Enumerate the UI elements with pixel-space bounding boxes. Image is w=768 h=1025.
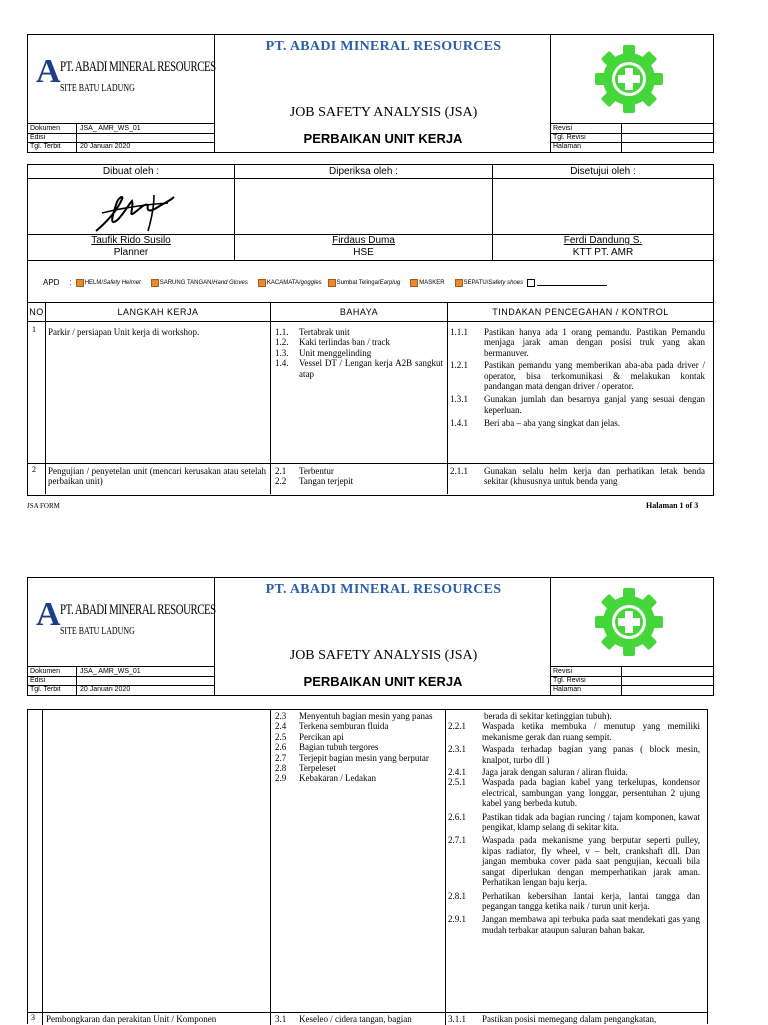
meta-value-dokumen: JSA_ AMR_WS_01 — [80, 668, 141, 675]
rev-label-halaman: Halaman — [553, 143, 582, 150]
meta-right — [550, 666, 713, 696]
apd-earplug-ital: Earplug — [379, 279, 401, 286]
hazard-item: 2.2 Tangan terjepit — [275, 476, 354, 487]
apd-check-goggles[interactable] — [258, 279, 266, 287]
row1-step: Parkir / persiapan Unit kerja di workshop. — [48, 327, 200, 337]
control-item: 2.1.1 Gunakan selalu helm kerja dan perhatikan letak benda sekitar (khususnya untuk benda yang — [450, 466, 705, 487]
apd-goggles-main: KACAMATA — [266, 279, 299, 286]
hazard-item: 1.4. Vessel DT / Lengan kerja A2B sangkut atap — [275, 358, 443, 379]
control-item: 1.1.1 Pastikan hanya ada 1 orang pemandu. Pastikan Pemandu menjaga jarak aman dengan posisi truk yang akan bermanuver. — [450, 327, 705, 358]
apd-goggles-ital: /goggles — [298, 279, 322, 286]
apd-check-other[interactable] — [527, 279, 535, 287]
apd-mask-main: MASKER — [419, 279, 445, 286]
control-item: 2.2.1 Waspada ketika membuka / menutup yang memiliki mekanisme gerak dan ruang sempit. — [448, 721, 700, 742]
row2-hazards — [275, 466, 443, 487]
apd-check-earplug[interactable] — [328, 279, 336, 287]
doc-title: JOB SAFETY ANALYSIS (JSA) — [289, 105, 478, 120]
meta-label-dokumen: Dokumen — [30, 668, 60, 675]
rev-label-revisi: Revisi — [553, 125, 573, 132]
meta-label-edisi: Edisi — [30, 134, 46, 141]
rev-label-tgl: Tgl. Revisi — [553, 677, 586, 684]
sig-header-approved: Disetujui oleh : — [570, 166, 636, 177]
green-cross-gear-icon — [589, 582, 669, 662]
sig-header-checked: Diperiksa oleh : — [329, 166, 398, 177]
hazard-item: 2.8 Terpeleset — [275, 763, 336, 774]
hazard-item: 2.5 Percikan api — [275, 731, 344, 742]
meta-right — [550, 123, 713, 153]
meta-value-tgl: 20 Januari 2020 — [80, 686, 131, 693]
page2-header — [27, 577, 714, 696]
rev-label-revisi: Revisi — [553, 668, 573, 675]
row3-no: 3 — [31, 1013, 35, 1022]
apd-shoes-ital: Safety shoes — [488, 279, 524, 286]
apd-gloves-main: SARUNG TANGAN/ — [159, 279, 214, 286]
hazard-item: 2.4 Terkena semburan fluida — [275, 721, 389, 732]
control-item: 2.5.1 Waspada pada bagian kabel yang terkelupas, kondensor electrical, sambungan yang longgar, persentuhan 2 ujung kabel yang berbeda kutub. — [448, 777, 700, 809]
control-item: 2.8.1 Perhatikan kebersihan lantai kerja, lantai tangga dan pegangan tangga ketika naik / turun unit kerja. — [448, 890, 700, 911]
hazard-item: 1.2. Kaki terlindas ban / track — [275, 337, 390, 348]
safety-logo-cell — [550, 35, 713, 123]
control-item: 2.9.1 Jangan membawa api terbuka pada saat mendekati gas yang mudah terbakar ataupun saluran bahan bakar. — [448, 914, 700, 935]
company-title: PT. ABADI MINERAL RESOURCES — [265, 582, 502, 597]
rev-label-halaman: Halaman — [553, 686, 582, 693]
company-logo — [28, 35, 215, 123]
page2-hazards — [275, 711, 441, 784]
sig-name-approved: Ferdi Dandung S. — [563, 235, 643, 246]
doc-title: JOB SAFETY ANALYSIS (JSA) — [289, 648, 478, 663]
signature-block — [27, 164, 714, 261]
footer-left: JSA FORM — [27, 502, 60, 510]
control-item: 1.4.1 Beri aba – aba yang singkat dan jelas. — [450, 418, 620, 429]
sig-role-made: Planner — [113, 247, 149, 258]
control-continued: berada di sekitar ketinggian tubuh). — [484, 711, 612, 721]
row1-no: 1 — [32, 325, 36, 334]
meta-left — [28, 666, 215, 696]
apd-check-mask[interactable] — [410, 279, 418, 287]
logo-name: PT. ABADI MINERAL RESOURCES — [60, 602, 216, 618]
row3-hazards — [275, 1014, 441, 1024]
apd-check-shoes[interactable] — [455, 279, 463, 287]
apd-row: APD : HELM/ Safety Helmet SARUNG TANGAN/ Hand Gloves KACAMATA /goggles Sumbat Telinga/ Earplug MASKER SEPATU/ Safety shoes — [27, 261, 714, 303]
apd-other-line[interactable] — [537, 279, 607, 286]
meta-value-tgl: 20 Januari 2020 — [80, 143, 131, 150]
row2-no: 2 — [32, 465, 36, 474]
logo-name: PT. ABADI MINERAL RESOURCES — [60, 59, 216, 75]
sig-role-checked: HSE — [353, 247, 374, 258]
safety-logo-cell — [550, 578, 713, 666]
hazard-item: 2.7 Terjepit bagian mesin yang berputar — [275, 752, 429, 763]
meta-value-dokumen: JSA_ AMR_WS_01 — [80, 125, 141, 132]
apd-helmet-main: HELM/ — [84, 279, 104, 286]
apd-gloves-ital: Hand Gloves — [213, 279, 248, 286]
apd-helmet-ital: Safety Helmet — [103, 279, 141, 286]
doc-subtitle: PERBAIKAN UNIT KERJA — [303, 674, 463, 689]
logo-mark: A — [36, 596, 61, 633]
meta-label-tgl: Tgl. Terbit — [30, 143, 61, 150]
sig-header-made: Dibuat oleh : — [102, 166, 160, 177]
page1-table — [27, 303, 714, 496]
meta-label-edisi: Edisi — [30, 677, 46, 684]
control-item: 2.4.1 Jaga jarak dengan saluran / aliran fluida. — [448, 767, 628, 778]
apd-label: APD — [43, 278, 60, 287]
control-item: 3.1.1 Pastikan posisi memegang dalam pengangkatan, — [448, 1014, 657, 1024]
control-item: 2.3.1 Waspada terhadap bagian yang panas ( block mesin, knalpot, turbo dll ) — [448, 744, 700, 765]
control-item: 1.2.1 Pastikan pemandu yang memberikan aba-aba pada driver / operator, bisa terkomunikasi & melakukan kontak pandangan mata dengan driver / operator. — [450, 360, 705, 392]
th-hazard: BAHAYA — [339, 307, 379, 317]
page1-header — [27, 34, 714, 153]
logo-site: SITE BATU LADUNG — [60, 82, 135, 94]
row2-controls — [450, 466, 705, 487]
doc-subtitle: PERBAIKAN UNIT KERJA — [303, 131, 463, 146]
row1-hazards — [275, 327, 443, 379]
rev-label-tgl: Tgl. Revisi — [553, 134, 586, 141]
apd-shoes-main: SEPATU/ — [463, 279, 489, 286]
row3-step: Pembongkaran dan perakitan Unit / Komponen — [46, 1014, 217, 1024]
sig-role-approved: KTT PT. AMR — [572, 247, 634, 258]
meta-label-dokumen: Dokumen — [30, 125, 60, 132]
company-title: PT. ABADI MINERAL RESOURCES — [265, 39, 502, 54]
th-step: LANGKAH KERJA — [117, 307, 199, 317]
meta-label-tgl: Tgl. Terbit — [30, 686, 61, 693]
logo-site: SITE BATU LADUNG — [60, 625, 135, 637]
hazard-item: 2.1 Terbentur — [275, 466, 334, 476]
row3-controls — [448, 1014, 700, 1024]
hazard-item: 1.3. Unit menggelinding — [275, 347, 372, 358]
hazard-item: 1.1. Tertabrak unit — [275, 327, 350, 337]
apd-earplug-main: Sumbat Telinga/ — [336, 279, 380, 286]
page2-table — [27, 709, 708, 1024]
th-control: TINDAKAN PENCEGAHAN / KONTROL — [492, 307, 669, 317]
handwritten-signature — [88, 191, 178, 235]
apd-check-gloves[interactable] — [151, 279, 159, 287]
hazard-item: 2.9 Kebakaran / Ledakan — [275, 773, 376, 784]
row2-step: Pengujian / penyetelan unit (mencari kerusakan atau setelah perbaikan unit) — [48, 466, 266, 487]
logo-mark: A — [36, 53, 61, 90]
apd-check-helmet[interactable] — [76, 279, 84, 287]
control-item: 2.6.1 Pastikan tidak ada bagian runcing / tajam komponen, kawat pengikat, klamp selang di sekitar kita. — [448, 811, 700, 833]
control-item: 1.3.1 Gunakan jumlah dan besarnya ganjal yang sesuai dengan keperluan. — [450, 394, 705, 415]
meta-left — [28, 123, 215, 153]
footer-page: Halaman 1 of 3 — [646, 501, 699, 510]
hazard-item: 2.6 Bagian tubuh tergores — [275, 742, 379, 753]
sig-name-made: Taufik Rido Susilo — [91, 235, 171, 246]
hazard-item: 3.1 Keseleo / cidera tangan, bagian — [275, 1014, 412, 1024]
control-item: 2.7.1 Waspada pada mekanisme yang berputar seperti pulley, kipas radiator, fly wheel, v – belt, crankshaft dll. Dan jangan membuka cover pada saat pengujian, kecuali bila sangat diperlukan dengan memperhatikan jarak aman. Perhatikan lengan baju kerja. — [448, 835, 700, 888]
page2-controls — [448, 711, 700, 935]
green-cross-gear-icon — [589, 39, 669, 119]
company-logo — [28, 578, 215, 666]
sig-name-checked: Firdaus Duma — [332, 235, 395, 246]
th-no: NO — [29, 307, 44, 317]
row1-controls — [450, 327, 705, 429]
hazard-item: 2.3 Menyentuh bagian mesin yang panas — [275, 711, 433, 721]
